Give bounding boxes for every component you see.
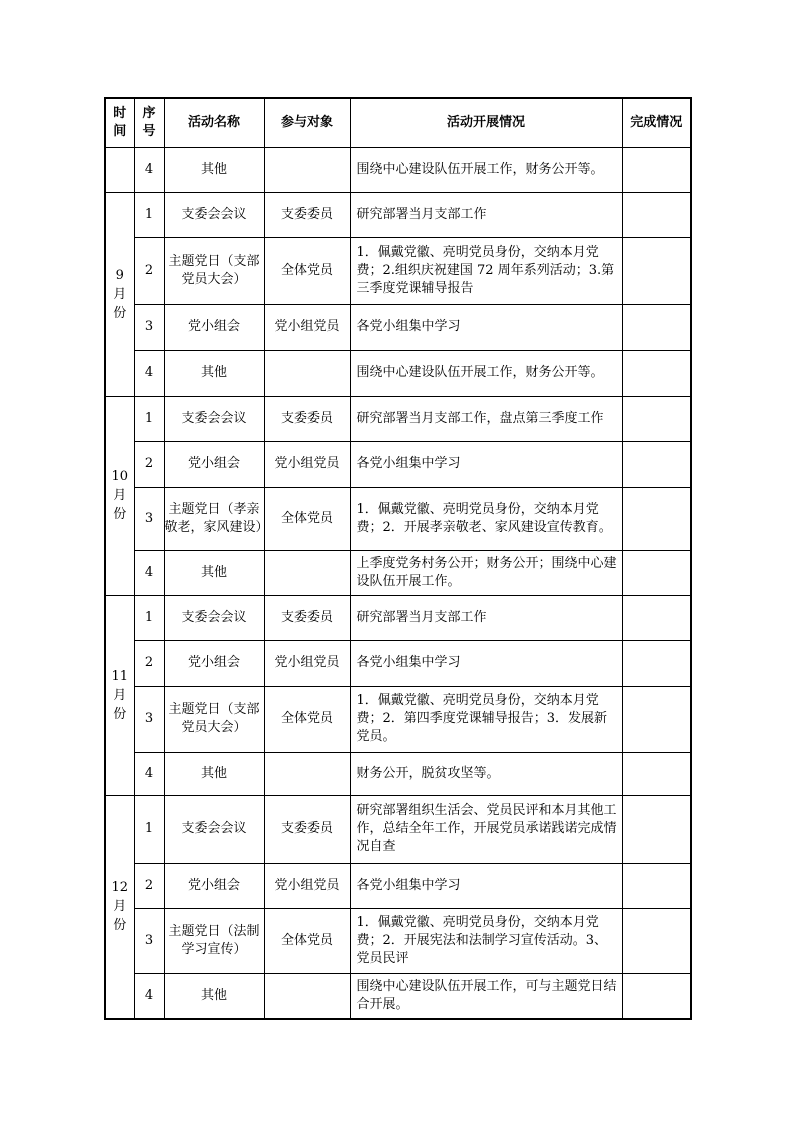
seq-cell: 4 — [134, 550, 164, 595]
completion-cell — [622, 908, 691, 973]
details-cell: 1．佩戴党徽、亮明党员身份，交纳本月党费；2．第四季度党课辅导报告；3．发展新党员。 — [350, 686, 622, 752]
completion-cell — [622, 396, 691, 441]
table-row — [105, 686, 691, 752]
participants-cell: 支委委员 — [264, 192, 350, 237]
activity-cell: 支委会会议 — [164, 192, 264, 237]
details-cell: 1．佩戴党徽、亮明党员身份，交纳本月党费；2．开展宪法和法制学习宣传活动。3、党员民评 — [350, 908, 622, 973]
completion-cell — [622, 595, 691, 640]
month-cell-october: 10 月 份 — [105, 396, 134, 595]
seq-cell: 2 — [134, 237, 164, 304]
details-cell: 研究部署组织生活会、党员民评和本月其他工作，总结全年工作，开展党员承诺践诺完成情况自查 — [350, 795, 622, 863]
completion-cell — [622, 973, 691, 1019]
participants-cell — [264, 550, 350, 595]
activity-cell: 支委会会议 — [164, 595, 264, 640]
details-cell: 上季度党务村务公开；财务公开；围绕中心建设队伍开展工作。 — [350, 550, 622, 595]
activity-cell: 支委会会议 — [164, 396, 264, 441]
completion-cell — [622, 863, 691, 908]
activity-cell: 主题党日（支部党员大会） — [164, 237, 264, 304]
activity-cell: 其他 — [164, 550, 264, 595]
header-participants: 参与对象 — [264, 98, 350, 147]
activity-cell: 主题党日（孝亲敬老，家风建设） — [164, 487, 264, 550]
details-cell: 各党小组集中学习 — [350, 304, 622, 350]
table-row — [105, 595, 691, 640]
table-row — [105, 795, 691, 863]
completion-cell — [622, 147, 691, 192]
details-cell: 1．佩戴党徽、亮明党员身份，交纳本月党费；2.组织庆祝建国 72 周年系列活动；3.第三季度党课辅导报告 — [350, 237, 622, 304]
completion-cell — [622, 686, 691, 752]
details-cell: 各党小组集中学习 — [350, 863, 622, 908]
participants-cell: 党小组党员 — [264, 304, 350, 350]
participants-cell: 党小组党员 — [264, 441, 350, 487]
table-row — [105, 237, 691, 304]
details-cell: 1．佩戴党徽、亮明党员身份，交纳本月党费；2．开展孝亲敬老、家风建设宣传教育。 — [350, 487, 622, 550]
table-row — [105, 304, 691, 350]
header-time: 时 间 — [105, 98, 134, 147]
completion-cell — [622, 441, 691, 487]
header-activity: 活动名称 — [164, 98, 264, 147]
seq-cell: 3 — [134, 487, 164, 550]
activity-cell: 主题党日（法制学习宣传） — [164, 908, 264, 973]
completion-cell — [622, 304, 691, 350]
completion-cell — [622, 550, 691, 595]
activity-cell: 党小组会 — [164, 863, 264, 908]
activity-cell: 党小组会 — [164, 304, 264, 350]
seq-cell: 1 — [134, 595, 164, 640]
seq-cell: 3 — [134, 908, 164, 973]
seq-cell: 4 — [134, 147, 164, 192]
details-cell: 财务公开，脱贫攻坚等。 — [350, 752, 622, 795]
details-cell: 研究部署当月支部工作 — [350, 595, 622, 640]
table-row — [105, 640, 691, 686]
details-cell: 研究部署当月支部工作 — [350, 192, 622, 237]
details-cell: 围绕中心建设队伍开展工作，财务公开等。 — [350, 350, 622, 396]
table-row — [105, 350, 691, 396]
activity-cell: 其他 — [164, 973, 264, 1019]
participants-cell: 支委委员 — [264, 595, 350, 640]
details-cell: 研究部署当月支部工作，盘点第三季度工作 — [350, 396, 622, 441]
participants-cell: 党小组党员 — [264, 640, 350, 686]
details-cell: 各党小组集中学习 — [350, 640, 622, 686]
participants-cell: 全体党员 — [264, 686, 350, 752]
participants-cell: 全体党员 — [264, 908, 350, 973]
completion-cell — [622, 192, 691, 237]
participants-cell — [264, 973, 350, 1019]
activity-cell: 主题党日（支部党员大会） — [164, 686, 264, 752]
table-row — [105, 441, 691, 487]
table-row — [105, 908, 691, 973]
month-cell-december: 12 月 份 — [105, 795, 134, 1019]
activity-cell: 支委会会议 — [164, 795, 264, 863]
table-row — [105, 487, 691, 550]
table-row — [105, 550, 691, 595]
seq-cell: 2 — [134, 441, 164, 487]
completion-cell — [622, 487, 691, 550]
activity-cell: 其他 — [164, 350, 264, 396]
participants-cell: 全体党员 — [264, 487, 350, 550]
table-row — [105, 147, 691, 192]
details-cell: 各党小组集中学习 — [350, 441, 622, 487]
header-completion: 完成情况 — [622, 98, 691, 147]
header-seq: 序 号 — [134, 98, 164, 147]
seq-cell: 1 — [134, 795, 164, 863]
seq-cell: 2 — [134, 863, 164, 908]
seq-cell: 4 — [134, 973, 164, 1019]
seq-cell: 3 — [134, 304, 164, 350]
table-row — [105, 973, 691, 1019]
activity-cell: 其他 — [164, 752, 264, 795]
seq-cell: 3 — [134, 686, 164, 752]
details-cell: 围绕中心建设队伍开展工作，可与主题党日结合开展。 — [350, 973, 622, 1019]
completion-cell — [622, 640, 691, 686]
participants-cell: 支委委员 — [264, 795, 350, 863]
table-row — [105, 396, 691, 441]
completion-cell — [622, 237, 691, 304]
completion-cell — [622, 350, 691, 396]
activity-cell: 其他 — [164, 147, 264, 192]
table-row — [105, 192, 691, 237]
participants-cell: 党小组党员 — [264, 863, 350, 908]
month-cell-september: 9 月 份 — [105, 192, 134, 396]
completion-cell — [622, 752, 691, 795]
table-row — [105, 752, 691, 795]
activity-cell: 党小组会 — [164, 441, 264, 487]
participants-cell: 支委委员 — [264, 396, 350, 441]
seq-cell: 4 — [134, 752, 164, 795]
seq-cell: 4 — [134, 350, 164, 396]
activity-plan-table — [104, 97, 692, 1020]
header-details: 活动开展情况 — [350, 98, 622, 147]
details-cell: 围绕中心建设队伍开展工作，财务公开等。 — [350, 147, 622, 192]
seq-cell: 2 — [134, 640, 164, 686]
participants-cell: 全体党员 — [264, 237, 350, 304]
participants-cell — [264, 752, 350, 795]
participants-cell — [264, 147, 350, 192]
participants-cell — [264, 350, 350, 396]
seq-cell: 1 — [134, 396, 164, 441]
completion-cell — [622, 795, 691, 863]
month-cell-november: 11 月 份 — [105, 595, 134, 795]
table-row — [105, 863, 691, 908]
header-row — [105, 98, 691, 147]
seq-cell: 1 — [134, 192, 164, 237]
activity-cell: 党小组会 — [164, 640, 264, 686]
month-cell-empty — [105, 147, 134, 192]
